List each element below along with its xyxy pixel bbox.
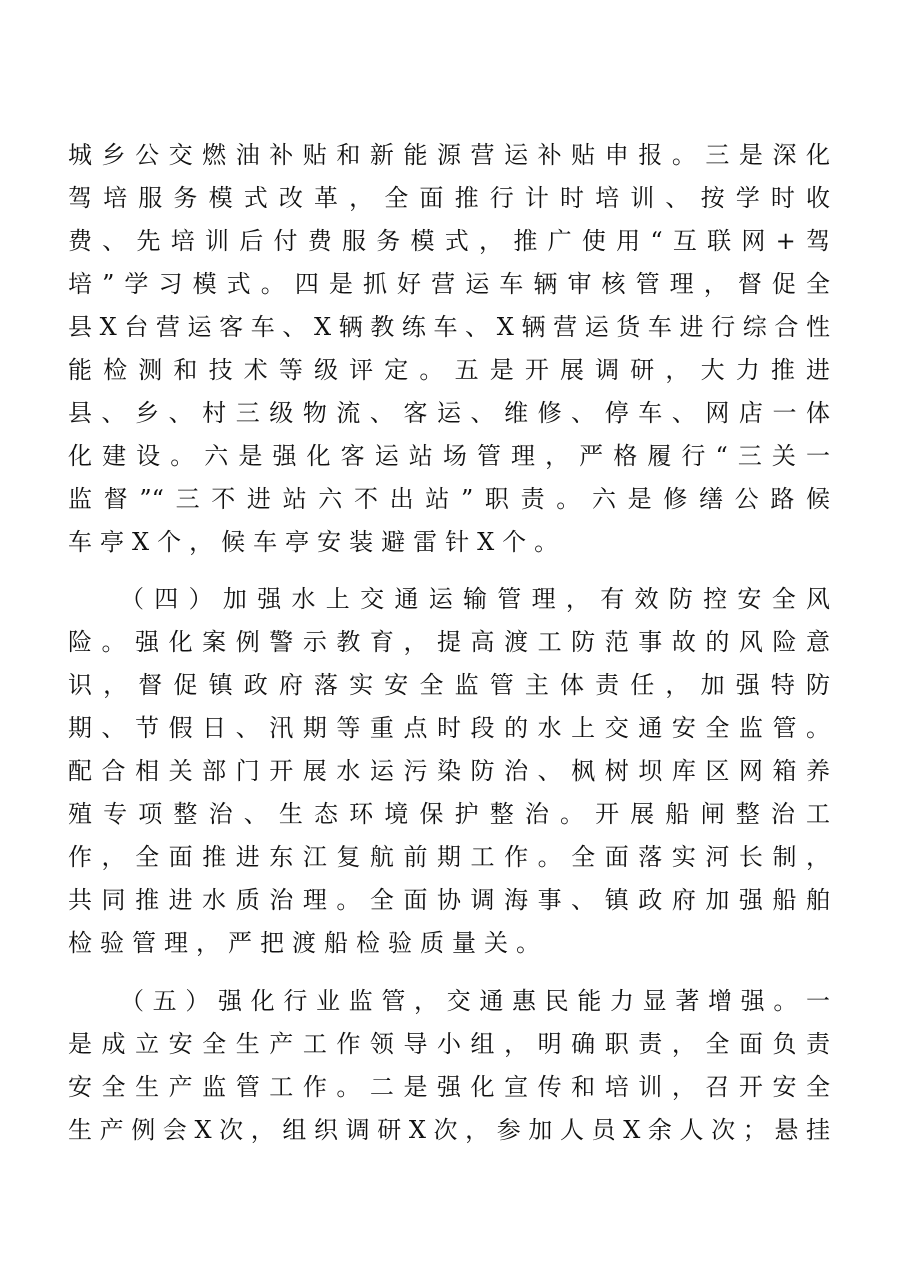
text-line: 县、乡、村三级物流、客运、维修、停车、网店一体 bbox=[68, 399, 830, 427]
text-line: 期、节假日、汛期等重点时段的水上交通安全监管。 bbox=[68, 714, 830, 742]
text-line: 是成立安全生产工作领导小组，明确职责，全面负责 bbox=[68, 1030, 830, 1058]
text-line: 识，督促镇政府落实安全监管主体责任，加强特防 bbox=[68, 671, 830, 699]
text-line: 县X台营运客车、X辆教练车、X辆营运货车进行综合性 bbox=[68, 313, 830, 341]
text-line: 驾培服务模式改革，全面推行计时培训、按学时收 bbox=[68, 184, 830, 212]
text-line: 化建设。六是强化客运站场管理，严格履行“三关一 bbox=[68, 442, 830, 470]
text-line: 城乡公交燃油补贴和新能源营运补贴申报。三是深化 bbox=[68, 141, 830, 169]
text-line: 险。强化案例警示教育，提高渡工防范事故的风险意 bbox=[68, 628, 830, 656]
text-line: 费、先培训后付费服务模式，推广使用“互联网+驾 bbox=[68, 227, 830, 255]
text-line: 配合相关部门开展水运污染防治、枫树坝库区网箱养 bbox=[68, 757, 830, 785]
text-line: 生产例会X次，组织调研X次，参加人员X余人次；悬挂 bbox=[68, 1116, 830, 1144]
text-line: 作，全面推进东江复航前期工作。全面落实河长制， bbox=[68, 843, 830, 871]
text-line: 殖专项整治、生态环境保护整治。开展船闸整治工 bbox=[68, 800, 830, 828]
text-line: 检验管理，严把渡船检验质量关。 bbox=[68, 929, 548, 957]
text-line: 能检测和技术等级评定。五是开展调研，大力推进 bbox=[68, 356, 830, 384]
text-line: 培”学习模式。四是抓好营运车辆审核管理，督促全 bbox=[68, 270, 830, 298]
text-line: 车亭X个，候车亭安装避雷针X个。 bbox=[68, 528, 567, 556]
text-line: 监督”“三不进站六不出站”职责。六是修缮公路候 bbox=[68, 485, 830, 513]
text-line: 安全生产监管工作。二是强化宣传和培训，召开安全 bbox=[68, 1073, 830, 1101]
section-heading-4: （四）加强水上交通运输管理，有效防控安全风 bbox=[120, 585, 830, 613]
section-heading-5: （五）强化行业监管，交通惠民能力显著增强。一 bbox=[120, 987, 830, 1015]
text-line: 共同推进水质治理。全面协调海事、镇政府加强船舶 bbox=[68, 886, 830, 914]
